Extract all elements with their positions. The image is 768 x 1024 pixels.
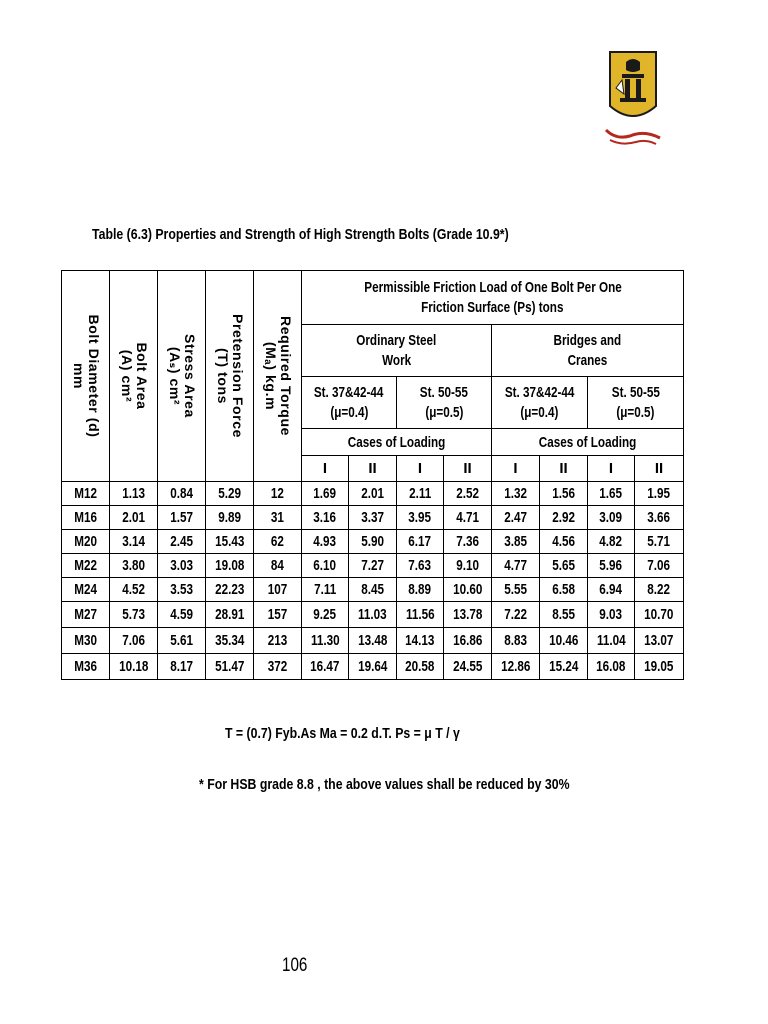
bolt-size-cell: M24 [62, 578, 110, 602]
table-cell: 4.77 [492, 554, 540, 578]
table-cell: 19.64 [349, 654, 397, 680]
case-label: I [302, 456, 349, 482]
table-cell: 9.25 [302, 602, 349, 628]
table-cell: 6.58 [540, 578, 588, 602]
table-cell: 19.08 [206, 554, 254, 578]
table-cell: 24.55 [444, 654, 492, 680]
table-cell: 6.10 [302, 554, 349, 578]
table-row [62, 628, 684, 654]
table-cell: 0.84 [158, 482, 206, 506]
table-cell: 15.24 [540, 654, 588, 680]
header-permissible-friction-load: Permissible Friction Load of One Bolt Per One Friction Surface (Ps) tons [302, 271, 684, 325]
table-cell: 1.32 [492, 482, 540, 506]
table-cell: 3.95 [397, 506, 444, 530]
table-cell: 15.43 [206, 530, 254, 554]
table-row [62, 506, 684, 530]
header-steel-50-bridges: St. 50-55 (μ=0.5) [588, 377, 684, 429]
table-cell: 3.16 [302, 506, 349, 530]
table-row [62, 654, 684, 680]
table-cell: 5.73 [110, 602, 158, 628]
bolt-size-cell: M27 [62, 602, 110, 628]
table-cell: 213 [254, 628, 302, 654]
table-cell: 1.57 [158, 506, 206, 530]
table-cell: 12 [254, 482, 302, 506]
table-cell: 10.70 [635, 602, 684, 628]
table-cell: 2.47 [492, 506, 540, 530]
table-cell: 4.82 [588, 530, 635, 554]
table-cell: 4.71 [444, 506, 492, 530]
table-cell: 107 [254, 578, 302, 602]
table-cell: 51.47 [206, 654, 254, 680]
formula-line: T = (0.7) Fyb.As Ma = 0.2 d.T. Ps = μ T / γ [225, 725, 460, 742]
table-cell: 2.01 [349, 482, 397, 506]
table-cell: 3.09 [588, 506, 635, 530]
table-cell: 7.36 [444, 530, 492, 554]
table-cell: 8.55 [540, 602, 588, 628]
table-cell: 7.06 [110, 628, 158, 654]
bolt-size-cell: M16 [62, 506, 110, 530]
table-cell: 6.17 [397, 530, 444, 554]
header-bolt-area: Bolt Area (A) cm² [110, 271, 158, 482]
bolt-size-cell: M20 [62, 530, 110, 554]
table-cell: 1.65 [588, 482, 635, 506]
table-row [62, 602, 684, 628]
table-cell: 2.11 [397, 482, 444, 506]
header-steel-50-ordinary: St. 50-55 (μ=0.5) [397, 377, 492, 429]
table-cell: 62 [254, 530, 302, 554]
table-cell: 2.45 [158, 530, 206, 554]
header-bolt-diameter: Bolt Diameter (d) mm [62, 271, 110, 482]
table-cell: 3.37 [349, 506, 397, 530]
table-cell: 8.83 [492, 628, 540, 654]
table-cell: 7.22 [492, 602, 540, 628]
table-cell: 28.91 [206, 602, 254, 628]
table-cell: 9.03 [588, 602, 635, 628]
table-cell: 2.52 [444, 482, 492, 506]
table-cell: 4.52 [110, 578, 158, 602]
table-cell: 1.69 [302, 482, 349, 506]
table-cell: 7.27 [349, 554, 397, 578]
header-cases-of-loading-bridges: Cases of Loading [492, 429, 684, 456]
page-number: 106 [282, 955, 308, 976]
table-cell: 13.78 [444, 602, 492, 628]
table-cell: 19.05 [635, 654, 684, 680]
bolt-size-cell: M30 [62, 628, 110, 654]
table-cell: 5.61 [158, 628, 206, 654]
table-cell: 10.60 [444, 578, 492, 602]
table-cell: 8.17 [158, 654, 206, 680]
table-body [62, 482, 684, 680]
table-cell: 11.30 [302, 628, 349, 654]
table-cell: 7.11 [302, 578, 349, 602]
table-cell: 5.29 [206, 482, 254, 506]
table-cell: 1.95 [635, 482, 684, 506]
header-required-torque: Required Torque (Mₐ) kg.m [254, 271, 302, 482]
table-cell: 3.85 [492, 530, 540, 554]
case-label: II [444, 456, 492, 482]
table-cell: 4.56 [540, 530, 588, 554]
table-caption: Table (6.3) Properties and Strength of High Strength Bolts (Grade 10.9*) [92, 226, 509, 243]
table-row [62, 530, 684, 554]
bolt-size-cell: M36 [62, 654, 110, 680]
header-steel-37-ordinary: St. 37&42-44 (μ=0.4) [302, 377, 397, 429]
table-cell: 3.80 [110, 554, 158, 578]
table-cell: 4.93 [302, 530, 349, 554]
table-cell: 2.92 [540, 506, 588, 530]
table-cell: 3.03 [158, 554, 206, 578]
case-label: II [540, 456, 588, 482]
table-cell: 22.23 [206, 578, 254, 602]
table-cell: 9.89 [206, 506, 254, 530]
table-cell: 14.13 [397, 628, 444, 654]
table-cell: 10.18 [110, 654, 158, 680]
university-logo [598, 48, 668, 150]
header-ordinary-steel-work: Ordinary Steel Work [302, 325, 492, 377]
table-cell: 1.13 [110, 482, 158, 506]
bolt-size-cell: M12 [62, 482, 110, 506]
case-label: II [635, 456, 684, 482]
case-label: I [397, 456, 444, 482]
table-cell: 12.86 [492, 654, 540, 680]
table-cell: 8.89 [397, 578, 444, 602]
header-pretension-force: Pretension Force (T) tons [206, 271, 254, 482]
table-cell: 16.47 [302, 654, 349, 680]
header-stress-area: Stress Area (Aₛ) cm² [158, 271, 206, 482]
table-cell: 3.53 [158, 578, 206, 602]
header-steel-37-bridges: St. 37&42-44 (μ=0.4) [492, 377, 588, 429]
table-cell: 35.34 [206, 628, 254, 654]
table-cell: 372 [254, 654, 302, 680]
table-cell: 8.45 [349, 578, 397, 602]
table-cell: 13.48 [349, 628, 397, 654]
bolt-size-cell: M22 [62, 554, 110, 578]
table-cell: 16.86 [444, 628, 492, 654]
table-cell: 2.01 [110, 506, 158, 530]
table-cell: 3.66 [635, 506, 684, 530]
table-cell: 13.07 [635, 628, 684, 654]
table-cell: 4.59 [158, 602, 206, 628]
table-cell: 5.71 [635, 530, 684, 554]
table-cell: 84 [254, 554, 302, 578]
table-cell: 7.06 [635, 554, 684, 578]
table-cell: 5.96 [588, 554, 635, 578]
table-row [62, 554, 684, 578]
table-cell: 9.10 [444, 554, 492, 578]
bolt-properties-table [61, 270, 684, 680]
case-label: II [349, 456, 397, 482]
table-cell: 11.04 [588, 628, 635, 654]
table-row [62, 578, 684, 602]
table-cell: 7.63 [397, 554, 444, 578]
table-cell: 6.94 [588, 578, 635, 602]
table-cell: 1.56 [540, 482, 588, 506]
grade-note: * For HSB grade 8.8 , the above values shall be reduced by 30% [199, 776, 570, 793]
table-cell: 157 [254, 602, 302, 628]
header-bridges-and-cranes: Bridges and Cranes [492, 325, 684, 377]
table-cell: 5.65 [540, 554, 588, 578]
table-cell: 20.58 [397, 654, 444, 680]
table-cell: 3.14 [110, 530, 158, 554]
table-cell: 16.08 [588, 654, 635, 680]
table-cell: 10.46 [540, 628, 588, 654]
case-label: I [588, 456, 635, 482]
table-cell: 11.56 [397, 602, 444, 628]
table-cell: 31 [254, 506, 302, 530]
case-label: I [492, 456, 540, 482]
table-cell: 5.90 [349, 530, 397, 554]
header-cases-of-loading-ordinary: Cases of Loading [302, 429, 492, 456]
table-cell: 8.22 [635, 578, 684, 602]
table-row [62, 482, 684, 506]
table-cell: 11.03 [349, 602, 397, 628]
table-cell: 5.55 [492, 578, 540, 602]
